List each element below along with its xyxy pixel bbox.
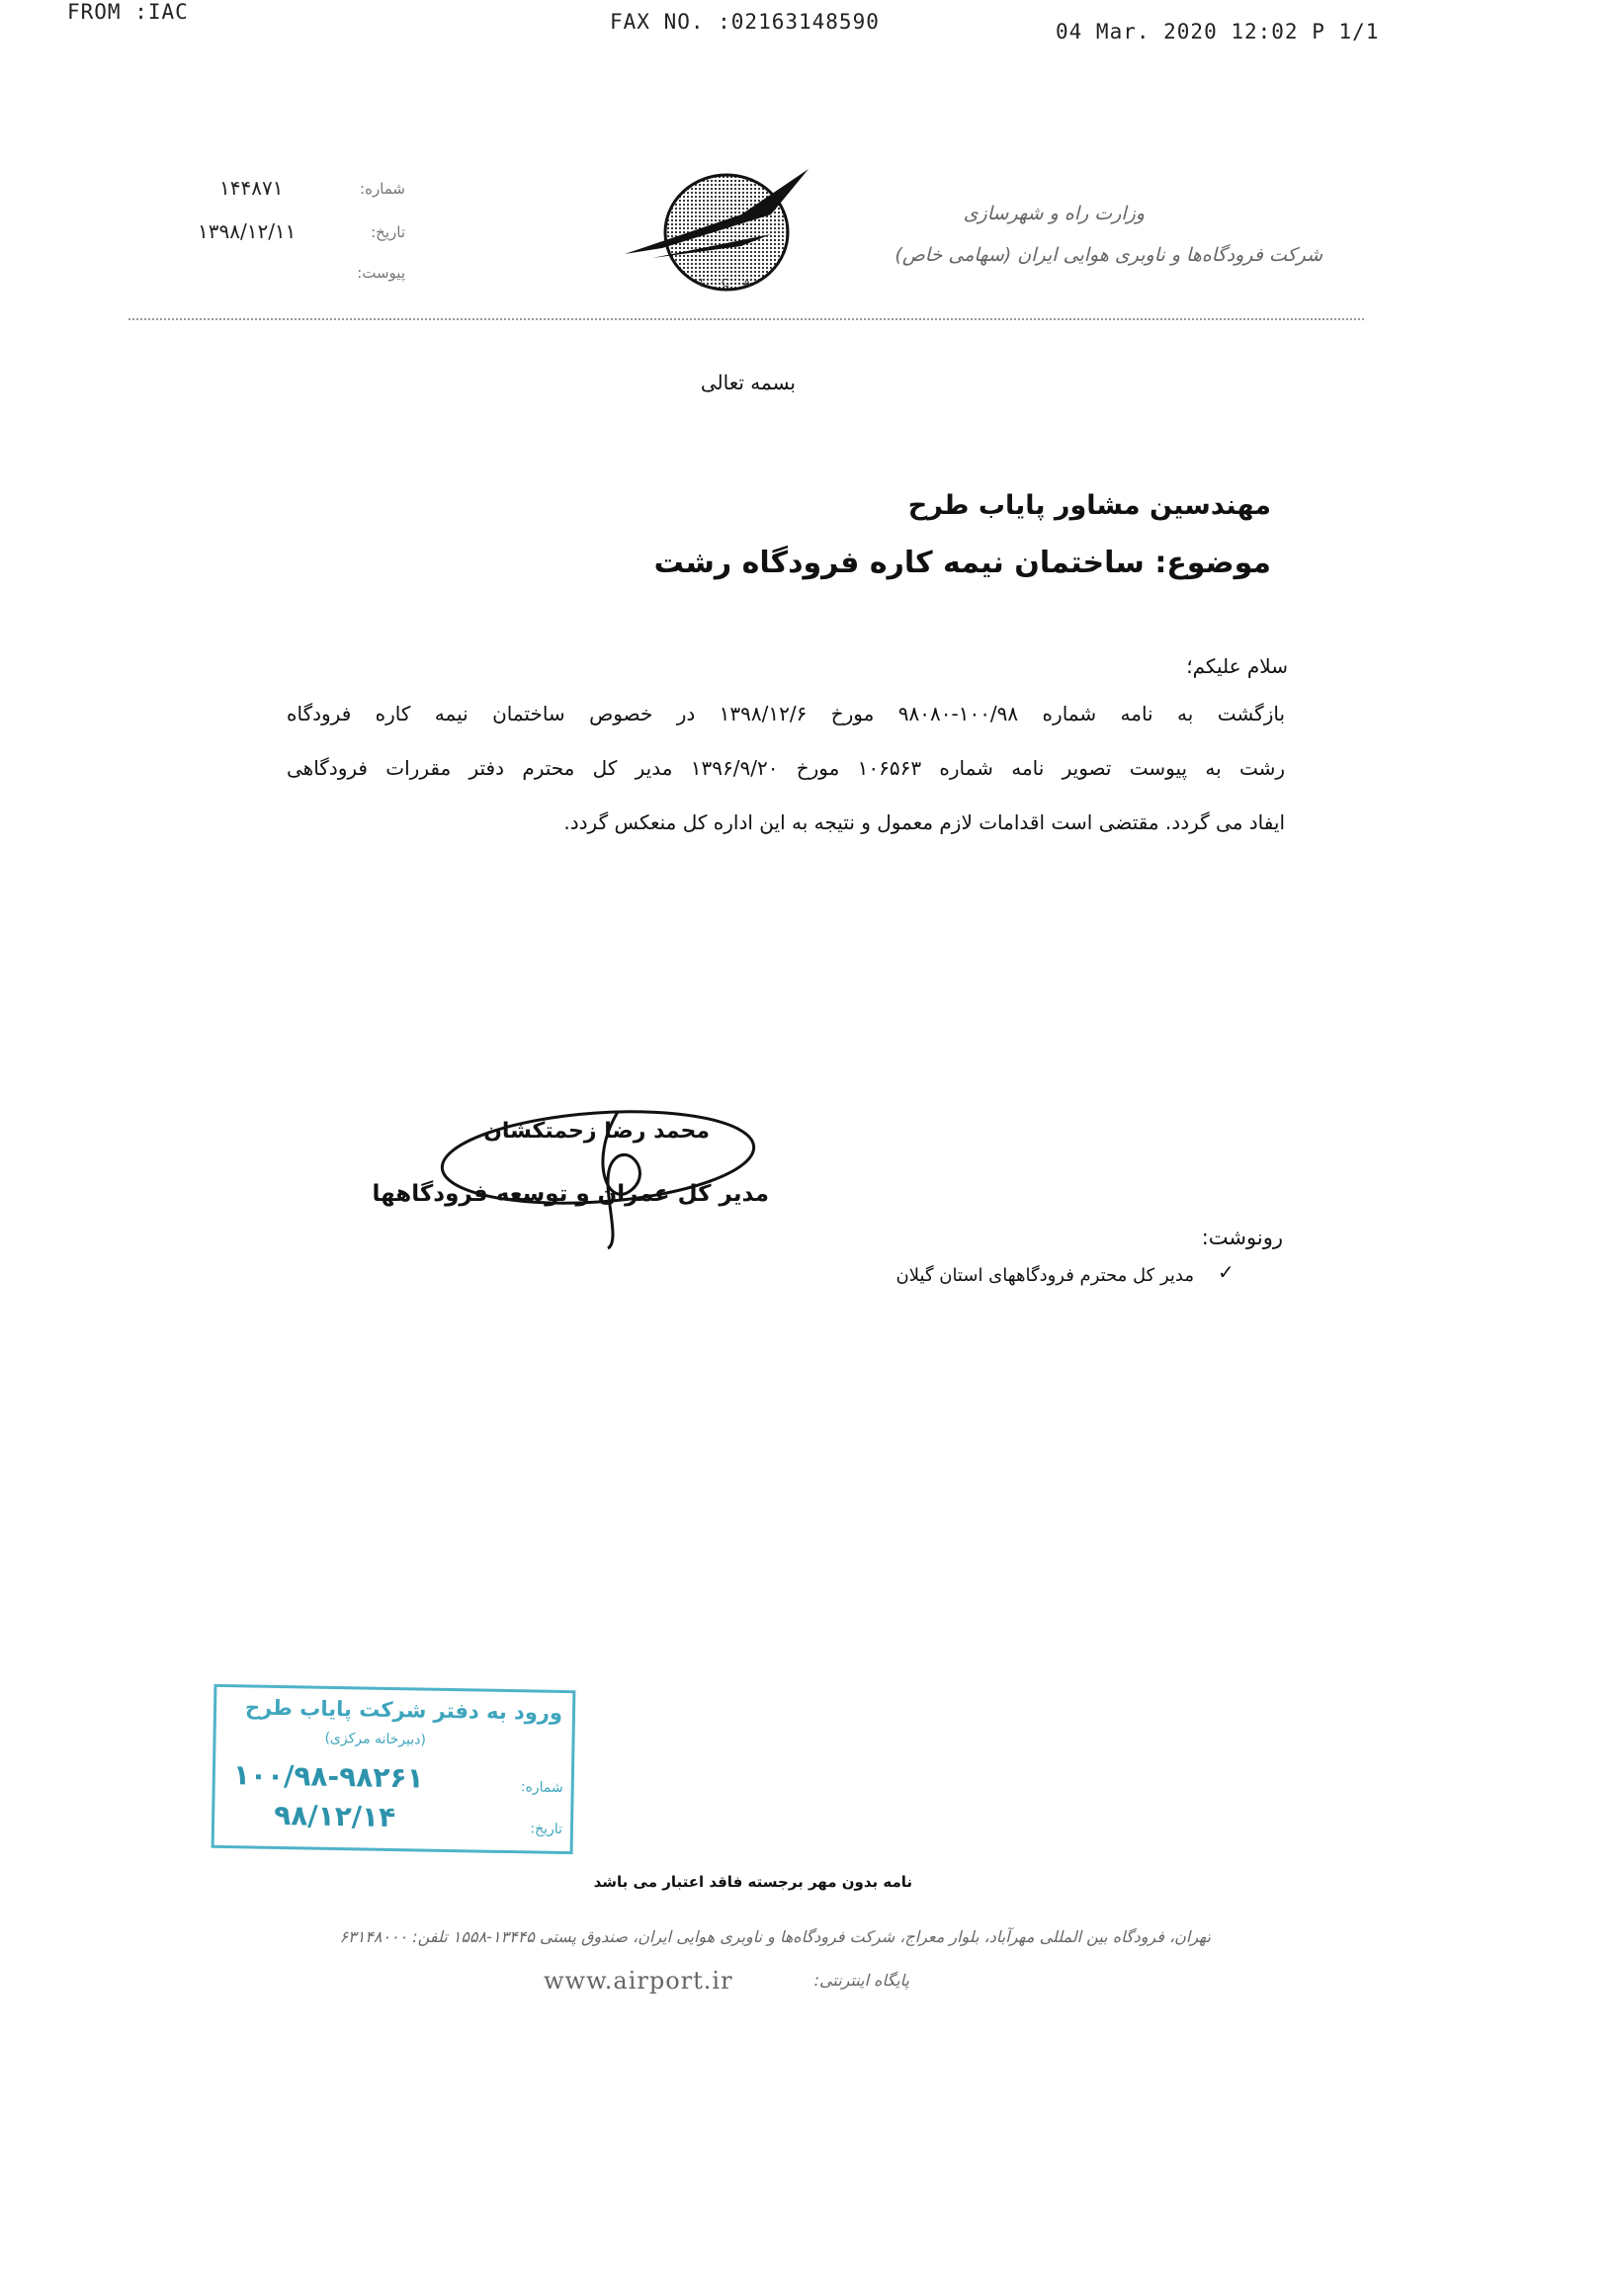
- fax-datetime: 04 Mar. 2020 12:02 P 1/1: [1056, 20, 1380, 43]
- cc-checkmark-icon: ✓: [1218, 1260, 1235, 1284]
- recipient: مهندسین مشاور پایاب طرح: [907, 490, 1271, 521]
- stamp-title: ورود به دفتر شرکت پایاب طرح: [244, 1695, 563, 1725]
- body-line-2: رشت به پیوست تصویر نامه شماره ۱۰۶۵۶۳ مورخ ۱۳۹۶/۹/۲۰ مدیر کل محترم دفتر مقررات فرودگاهی: [287, 756, 1286, 780]
- svg-text:I: I: [700, 277, 704, 290]
- stamp-date-label: تاریخ:: [530, 1821, 563, 1837]
- stamp-number-label: شماره:: [520, 1779, 563, 1796]
- airport-company-logo: [623, 163, 810, 297]
- footer-website: www.airport.ir: [544, 1967, 733, 1995]
- body-line-1: بازگشت به نامه شماره ۱۰۰/۹۸-۹۸۰۸۰ مورخ ۱۳۹۸/۱۲/۶ در خصوص ساختمان نیمه کاره فرودگاه: [287, 702, 1286, 725]
- subject-line: موضوع: ساختمان نیمه کاره فرودگاه رشت: [653, 546, 1271, 580]
- body-line-3: ایفاد می گردد. مقتضی است اقدامات لازم معمول و نتیجه به این اداره کل منعکس گردد.: [563, 810, 1285, 834]
- signatory-name: محمد رضا زحمتکشان: [483, 1119, 710, 1144]
- svg-text:C: C: [722, 277, 729, 290]
- footer-website-label: پایگاه اینترنتی:: [813, 1971, 909, 1990]
- received-stamp: [212, 1684, 576, 1854]
- validity-note: نامه بدون مهر برجسته فاقد اعتبار می باشد: [593, 1873, 912, 1891]
- letter-date-value: ۱۳۹۸/۱۲/۱۱: [198, 219, 297, 243]
- airport-logo-icon: [623, 163, 810, 297]
- salutation-top: بسمه تعالی: [700, 371, 796, 394]
- letter-date-label: تاریخ:: [371, 223, 405, 241]
- footer-address: تهران، فرودگاه بین المللی مهرآباد، بلوار معراج، شرکت فرودگاه‌ها و ناوبری هوایی ایران، صندوق پستی ۱۳۴۴۵-۱۵۵۸ تلفن: ۶۳۱۴۸۰۰۰: [339, 1927, 1211, 1946]
- stamp-number-value: ۱۰۰/۹۸-۹۸۲۶۱: [232, 1758, 424, 1795]
- letterhead-ministry: وزارت راه و شهرسازی: [963, 203, 1145, 224]
- fax-number: FAX NO. :02163148590: [610, 10, 880, 34]
- fax-from: FROM :IAC: [67, 0, 189, 24]
- greeting: سلام علیکم؛: [1186, 654, 1288, 678]
- signatory-title: مدیر کل عمران و توسعه فرودگاهها: [372, 1181, 769, 1207]
- stamp-subtitle: (دبیرخانه مرکزی): [324, 1730, 427, 1748]
- stamp-date-value: ۹۸/۱۲/۱۴: [273, 1798, 396, 1834]
- letter-number-label: شماره:: [360, 180, 405, 198]
- letter-attachment-label: پیوست:: [357, 264, 405, 282]
- letter-number-value: ۱۴۴۸۷۱: [219, 176, 284, 200]
- cc-recipient: مدیر کل محترم فرودگاههای استان گیلان: [895, 1265, 1194, 1286]
- svg-text:A: A: [743, 277, 751, 290]
- header-divider: [128, 318, 1364, 320]
- cc-label: رونوشت:: [1201, 1226, 1283, 1249]
- letterhead-company: شرکت فرودگاه‌ها و ناوبری هوایی ایران (سهامی خاص): [895, 244, 1322, 266]
